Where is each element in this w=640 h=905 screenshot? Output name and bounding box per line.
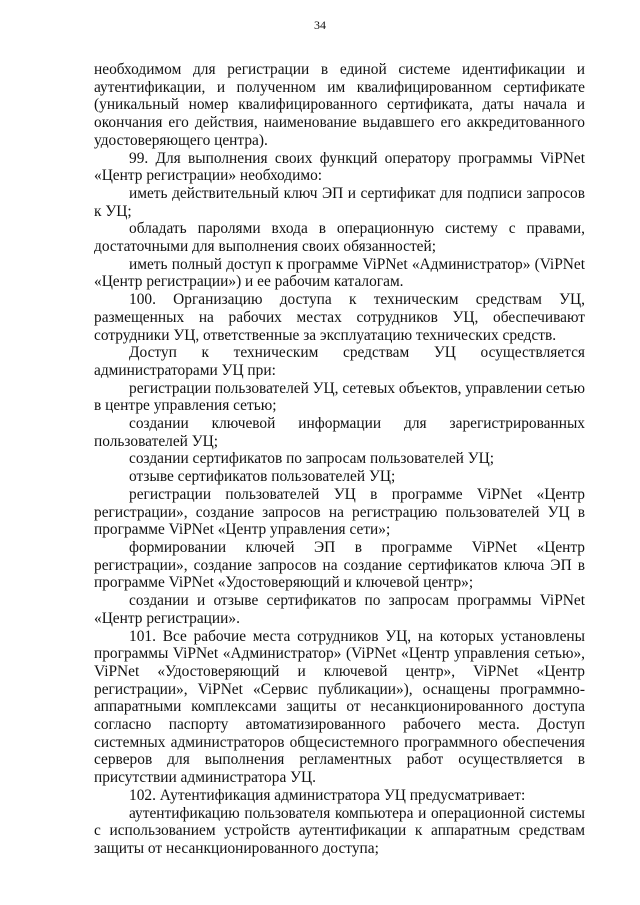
list-item: отзыве сертификатов пользователей УЦ; — [129, 468, 396, 486]
paragraph-99: 99. Для выполнения своих функций оператору программы ViPNet «Центр регистрации» необходимо: — [94, 149, 585, 185]
page-number: 34 — [314, 18, 326, 32]
list-item: регистрации пользователей УЦ в программе ViPNet «Центр регистрации», создание запросов на регистрацию пользователей УЦ в программе ViPNet «Центр управления сети»; — [94, 485, 585, 539]
list-item: формировании ключей ЭП в программе ViPNet «Центр регистрации», создание запросов на создание сертификатов ключа ЭП в программе ViPNet «Удостоверяющий и ключевой центр»; — [94, 538, 585, 592]
paragraph-102: 102. Аутентификация администратора УЦ предусматривает: — [129, 786, 526, 804]
paragraph-101: 101. Все рабочие места сотрудников УЦ, на которых установлены программы ViPNet «Администратор» (ViPNet «Центр управления сетью», ViPNet «Удостоверяющий и ключевой центр», ViPNet «Центр регистрации», ViPNet «Сервис публикации»), оснащены программно-аппаратными комплексами защиты от несанкционированного доступа согласно паспорту автоматизированного рабочего места. Доступ системных администраторов общесистемного программного обеспечения серверов для выполнения регламентных работ осуществляется в присутствии администратора УЦ. — [94, 627, 585, 787]
list-item: иметь полный доступ к программе ViPNet «Администратор» (ViPNet «Центр регистрации») и ее рабочим каталогам. — [94, 255, 585, 291]
list-item: создании и отзыве сертификатов по запросам программы ViPNet «Центр регистрации». — [94, 592, 585, 627]
list-item: иметь действительный ключ ЭП и сертификат для подписи запросов к УЦ; — [94, 184, 585, 220]
list-item: создании ключевой информации для зарегистрированных пользователей УЦ; — [94, 415, 585, 450]
list-item: обладать паролями входа в операционную систему с правами, достаточными для выполнения своих обязанностей; — [94, 220, 585, 256]
paragraph-continuation: необходимом для регистрации в единой системе идентификации и аутентификации, и полученном им квалифицированном сертификате (уникальный номер квалифицированного сертификата, даты начала и окончания его действия, наименование выдавшего его аккредитованного удостоверяющего центра). — [94, 61, 585, 149]
paragraph: Доступ к техническим средствам УЦ осуществляется администраторами УЦ при: — [94, 344, 585, 379]
list-item: создании сертификатов по запросам пользователей УЦ; — [129, 450, 495, 468]
document-body — [94, 61, 585, 858]
list-item: аутентификацию пользователя компьютера и операционной системы с использованием устройств аутентификации к аппаратным средствам защиты от несанкционированного доступа; — [94, 804, 585, 857]
paragraph-100: 100. Организацию доступа к техническим средствам УЦ, размещенных на рабочих местах сотрудников УЦ, обеспечивают сотрудники УЦ, ответственные за эксплуатацию технических средств. — [94, 291, 585, 344]
list-item: регистрации пользователей УЦ, сетевых объектов, управлении сетью в центре управления сетью; — [94, 379, 585, 415]
